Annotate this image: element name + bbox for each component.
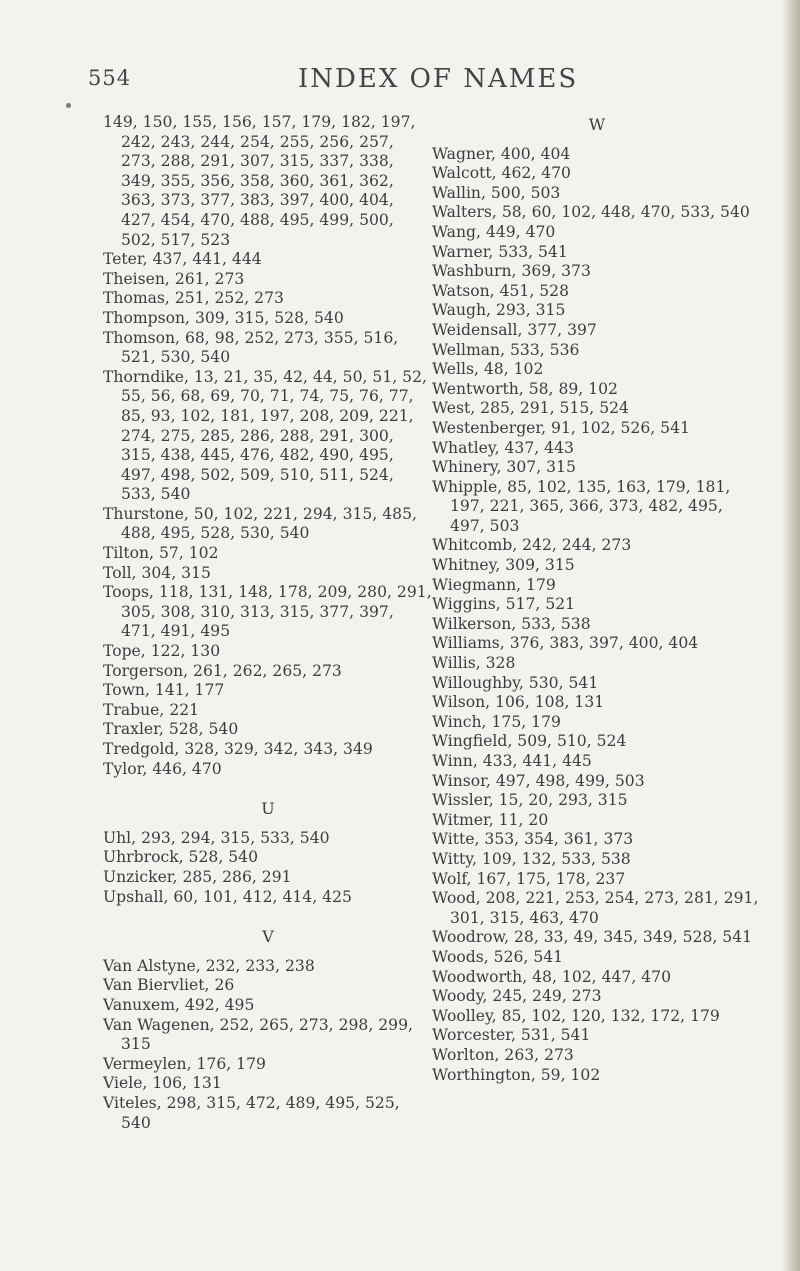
index-entry: Worlton, 263, 273 <box>432 1045 574 1064</box>
index-entry: Van Alstyne, 232, 233, 238 <box>103 956 315 975</box>
index-entry: Viteles, 298, 315, 472, 489, 495, 525, 540 <box>103 1093 400 1132</box>
index-entry: Winsor, 497, 498, 499, 503 <box>432 771 645 790</box>
index-entry: Wissler, 15, 20, 293, 315 <box>432 791 628 810</box>
index-entry: Whatley, 437, 443 <box>432 438 574 457</box>
index-entry: Uhl, 293, 294, 315, 533, 540 <box>103 828 330 847</box>
index-entry: Witmer, 11, 20 <box>432 810 549 829</box>
index-entry: Wellman, 533, 536 <box>432 340 580 359</box>
index-entry: Woods, 526, 541 <box>432 947 564 966</box>
index-entry: Willoughby, 530, 541 <box>432 673 599 692</box>
index-entry: Warner, 533, 541 <box>432 242 568 261</box>
index-entry: Weidensall, 377, 397 <box>432 320 597 339</box>
index-entry: Wang, 449, 470 <box>432 222 556 241</box>
index-entry: Tope, 122, 130 <box>103 642 221 661</box>
index-entry: Thurstone, 50, 102, 221, 294, 315, 485, 488, 495, 528, 530, 540 <box>103 504 417 543</box>
index-entry: Thorndike, 13, 21, 35, 42, 44, 50, 51, 52, 55, 56, 68, 69, 70, 71, 74, 75, 76, 77, 85, 93, 102, 181, 197, 208, 209, 221, 274, 275, 285, 286, 288, 291, 300, 315, 438, 445, 476, 482, 490, 495, 497, 498, 502, 509, 510, 511, 524, 533, 540 <box>103 367 427 504</box>
index-entry: Winch, 175, 179 <box>432 712 561 731</box>
index-entry: Wagner, 400, 404 <box>432 144 571 163</box>
index-entry: Upshall, 60, 101, 412, 414, 425 <box>103 887 352 906</box>
index-entry: Wiegmann, 179 <box>432 575 556 594</box>
index-entry: Whitney, 309, 315 <box>432 556 575 575</box>
index-entry: West, 285, 291, 515, 524 <box>432 399 629 418</box>
index-entry: Viele, 106, 131 <box>103 1074 222 1093</box>
index-entry: Traxler, 528, 540 <box>103 720 239 739</box>
index-entry: Wilkerson, 533, 538 <box>432 614 591 633</box>
index-entry: Tilton, 57, 102 <box>103 544 219 563</box>
index-entry: Westenberger, 91, 102, 526, 541 <box>432 418 690 437</box>
index-entry: Witte, 353, 354, 361, 373 <box>432 830 634 849</box>
index-entry: Winn, 433, 441, 445 <box>432 752 592 770</box>
index-entry: Wingfield, 509, 510, 524 <box>432 732 627 751</box>
index-entry: Washburn, 369, 373 <box>432 262 591 281</box>
index-entry: Torgerson, 261, 262, 265, 273 <box>103 661 342 680</box>
section-letter-u: U <box>261 799 275 819</box>
index-entry: Toll, 304, 315 <box>103 563 211 582</box>
right-column <box>432 113 762 1085</box>
index-entry: Vanuxem, 492, 495 <box>103 995 255 1014</box>
index-entry: Wells, 48, 102 <box>432 360 544 379</box>
index-entry: Waugh, 293, 315 <box>432 301 566 320</box>
index-entry: Teter, 437, 441, 444 <box>103 250 262 269</box>
index-entry: Theisen, 261, 273 <box>103 269 245 288</box>
page-spine-shadow <box>782 0 800 1271</box>
index-entry: Wood, 208, 221, 253, 254, 273, 281, 291, 301, 315, 463, 470 <box>432 889 759 927</box>
index-entry: Woodrow, 28, 33, 49, 345, 349, 528, 541 <box>432 928 753 947</box>
margin-dot <box>66 103 71 108</box>
index-entry: Unzicker, 285, 286, 291 <box>103 867 292 886</box>
page-number: 554 <box>88 66 132 90</box>
index-entry: Worthington, 59, 102 <box>432 1065 601 1084</box>
index-entry: Whipple, 85, 102, 135, 163, 179, 181, 197, 221, 365, 366, 373, 482, 495, 497, 503 <box>432 477 731 535</box>
page-title: INDEX OF NAMES <box>298 64 579 94</box>
index-entry: Whinery, 307, 315 <box>432 458 576 477</box>
index-entry: Tylor, 446, 470 <box>103 759 222 778</box>
index-entry: Watson, 451, 528 <box>432 281 570 300</box>
index-entry: Worcester, 531, 541 <box>432 1026 591 1045</box>
index-entry: Wilson, 106, 108, 131 <box>432 693 605 712</box>
index-entry: Wolf, 167, 175, 178, 237 <box>432 869 626 888</box>
index-entry: Uhrbrock, 528, 540 <box>103 848 259 867</box>
index-entry: Walcott, 462, 470 <box>432 164 571 183</box>
left-column <box>103 113 433 1133</box>
index-entry: Thomas, 251, 252, 273 <box>103 289 284 308</box>
index-entry: Van Biervliet, 26 <box>103 976 235 995</box>
index-entry: Van Wagenen, 252, 265, 273, 298, 299, 315 <box>103 1015 413 1054</box>
index-entry: Tredgold, 328, 329, 342, 343, 349 <box>103 740 373 758</box>
index-entry: Toops, 118, 131, 148, 178, 209, 280, 291, 305, 308, 310, 313, 315, 377, 397, 471, 491, 495 <box>103 583 432 641</box>
index-entry: Trabue, 221 <box>103 700 200 719</box>
index-entry: Thompson, 309, 315, 528, 540 <box>103 308 344 327</box>
index-entry: Woodworth, 48, 102, 447, 470 <box>432 967 672 986</box>
index-entry: Woolley, 85, 102, 120, 132, 172, 179 <box>432 1006 720 1025</box>
index-entry: Woody, 245, 249, 273 <box>432 987 602 1006</box>
index-entry: Witty, 109, 132, 533, 538 <box>432 849 631 868</box>
index-entry: Town, 141, 177 <box>103 681 225 700</box>
index-entry: Wentworth, 58, 89, 102 <box>432 379 618 398</box>
section-letter-w: W <box>588 115 606 134</box>
index-entry: Willis, 328 <box>432 654 516 673</box>
index-entry: Thomson, 68, 98, 252, 273, 355, 516, 521, 530, 540 <box>103 328 399 367</box>
index-entry: 149, 150, 155, 156, 157, 179, 182, 197, 242, 243, 244, 254, 255, 256, 257, 273, 288, 291, 307, 315, 337, 338, 349, 355, 356, 358, 360, 361, 362, 363, 373, 377, 383, 397, 400, 404, 427, 454, 470, 488, 495, 499, 500, 502, 517, 523 <box>103 113 416 249</box>
index-entry: Wallin, 500, 503 <box>432 183 561 202</box>
index-entry: Wiggins, 517, 521 <box>432 595 576 614</box>
index-entry: Whitcomb, 242, 244, 273 <box>432 536 632 555</box>
section-letter-v: V <box>262 927 274 947</box>
index-entry: Walters, 58, 60, 102, 448, 470, 533, 540 <box>432 203 750 222</box>
index-entry: Williams, 376, 383, 397, 400, 404 <box>432 634 699 653</box>
index-entry: Vermeylen, 176, 179 <box>103 1054 266 1073</box>
